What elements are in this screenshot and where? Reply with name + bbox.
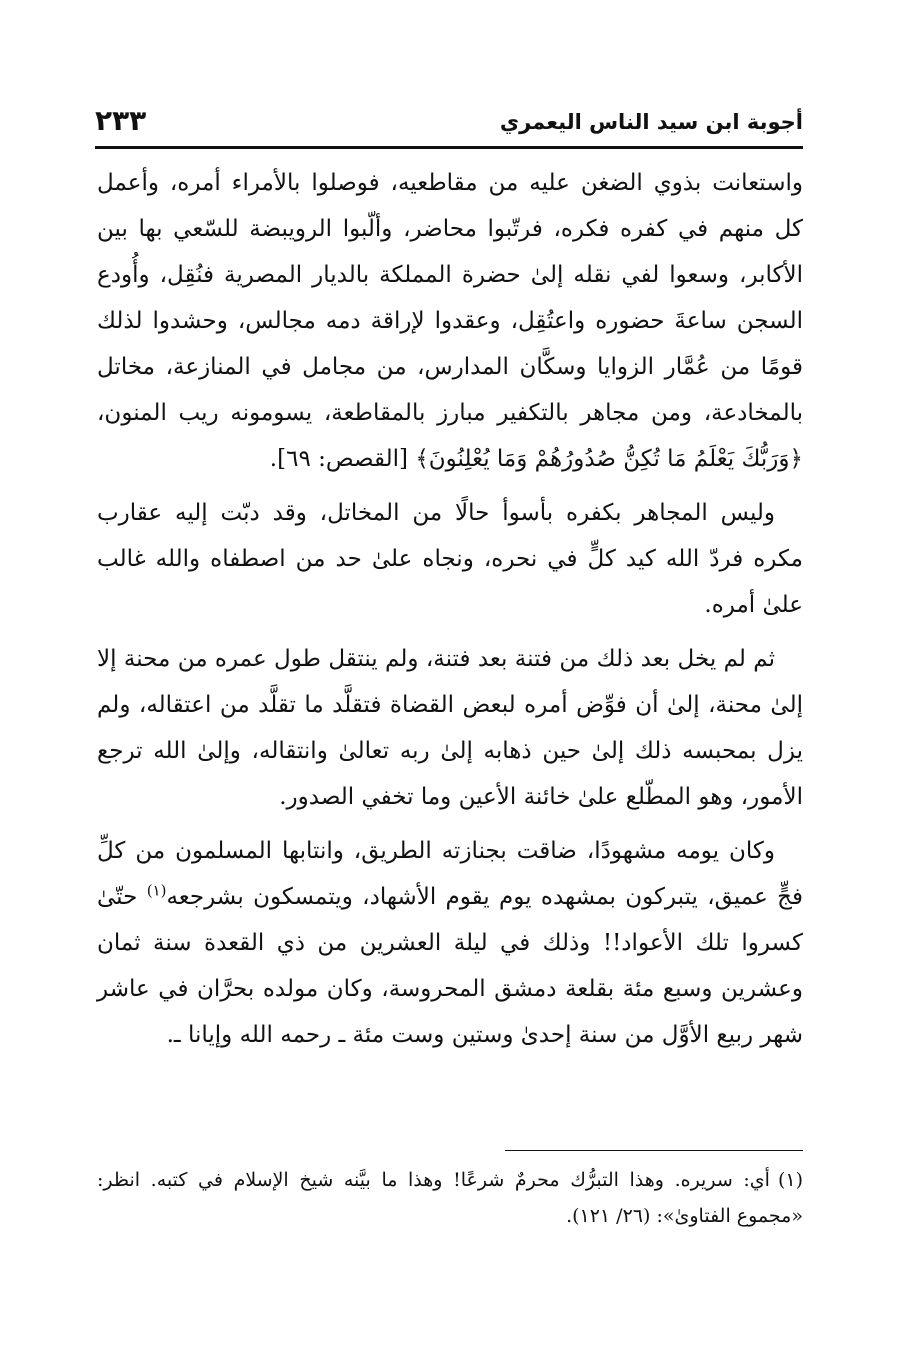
paragraph-2: وليس المجاهر بكفره بأسوأ حالًا من المخاتل، وقد دبّت إليه عقارب مكره فردّ الله كيد كلٍّ في نحره، ونجاه علىٰ حد من اصطفاه والله غالب علىٰ أمره. [97, 500, 803, 618]
footnote [97, 1162, 803, 1234]
quran-verse: ﴿وَرَبُّكَ يَعْلَمُ مَا تُكِنُّ صُدُورُهُمْ وَمَا يُعْلِنُونَ﴾ [415, 446, 803, 472]
footnote-marker: (١) [777, 1169, 803, 1191]
paragraph-3: ثم لم يخل بعد ذلك من فتنة بعد فتنة، ولم ينتقل طول عمره من محنة إلا إلىٰ محنة، إلىٰ أن فوِّض أمره لبعض القضاة فتقلَّد ما تقلَّد من اعتقاله، ولم يزل بمحبسه ذلك إلىٰ حين ذهابه إلىٰ ربه تعالىٰ وانتقاله، وإلىٰ الله ترجع الأمور، وهو المطّلع علىٰ خائنة الأعين وما تخفي الصدور. [97, 646, 803, 810]
paragraph-1-text: واستعانت بذوي الضغن عليه من مقاطعيه، فوصلوا بالأمراء أمره، وأعمل كل منهم في كفره فكره، فرتّبوا محاضر، وألّبوا الرويبضة للسّعي بها بين الأكابر، وسعوا لفي نقله إلىٰ حضرة المملكة بالديار المصرية فنُقِل، وأُودع السجن ساعةَ حضوره واعتُقِل، وعقدوا لإراقة دمه مجالس، وحشدوا لذلك قومًا من عُمَّار الزوايا وسكَّان المدارس، من مجامل في المنازعة، مخاتل بالمخادعة، ومن مجاهر بالتكفير مبارز بالمقاطعة، يسومونه ريب المنون، [97, 170, 803, 426]
paragraph-4-text-b: حتّىٰ كسروا تلك الأعواد!! وذلك في ليلة العشرين من ذي القعدة سنة ثمان وعشرين وسبع مئة بقلعة دمشق المحروسة، وكان مولده بحرَّان في عاشر شهر ربيع الأوَّل من سنة إحدىٰ وستين وست مئة ـ رحمه الله وإيانا ـ. [97, 884, 803, 1048]
header-divider [95, 146, 803, 149]
running-header [95, 100, 803, 146]
footnote-text: أي: سريره. وهذا التبرُّك محرمٌ شرعًا! وهذا ما بيَّنه شيخ الإسلام في كتبه. انظر: «مجموع الفتاوىٰ»: (٢٦/ ١٢١). [97, 1169, 803, 1227]
paragraph-1 [97, 160, 803, 482]
page-number: ٢٣٣ [95, 104, 147, 137]
paragraph-4 [97, 828, 803, 1058]
footnote-reference[interactable]: (١) [146, 881, 167, 900]
book-title: أجوبة ابن سيد الناس اليعمري [499, 110, 803, 134]
main-text [97, 160, 803, 1066]
verse-citation: [القصص: ٦٩]. [269, 446, 416, 472]
footnote-divider [505, 1150, 803, 1151]
paragraph-4-text-a: وكان يومه مشهودًا، ضاقت بجنازته الطريق، وانتابها المسلمون من كلِّ فجٍّ عميق، يتبركون بمشهده يوم يقوم الأشهاد، ويتمسكون بشرجعه [97, 838, 804, 910]
